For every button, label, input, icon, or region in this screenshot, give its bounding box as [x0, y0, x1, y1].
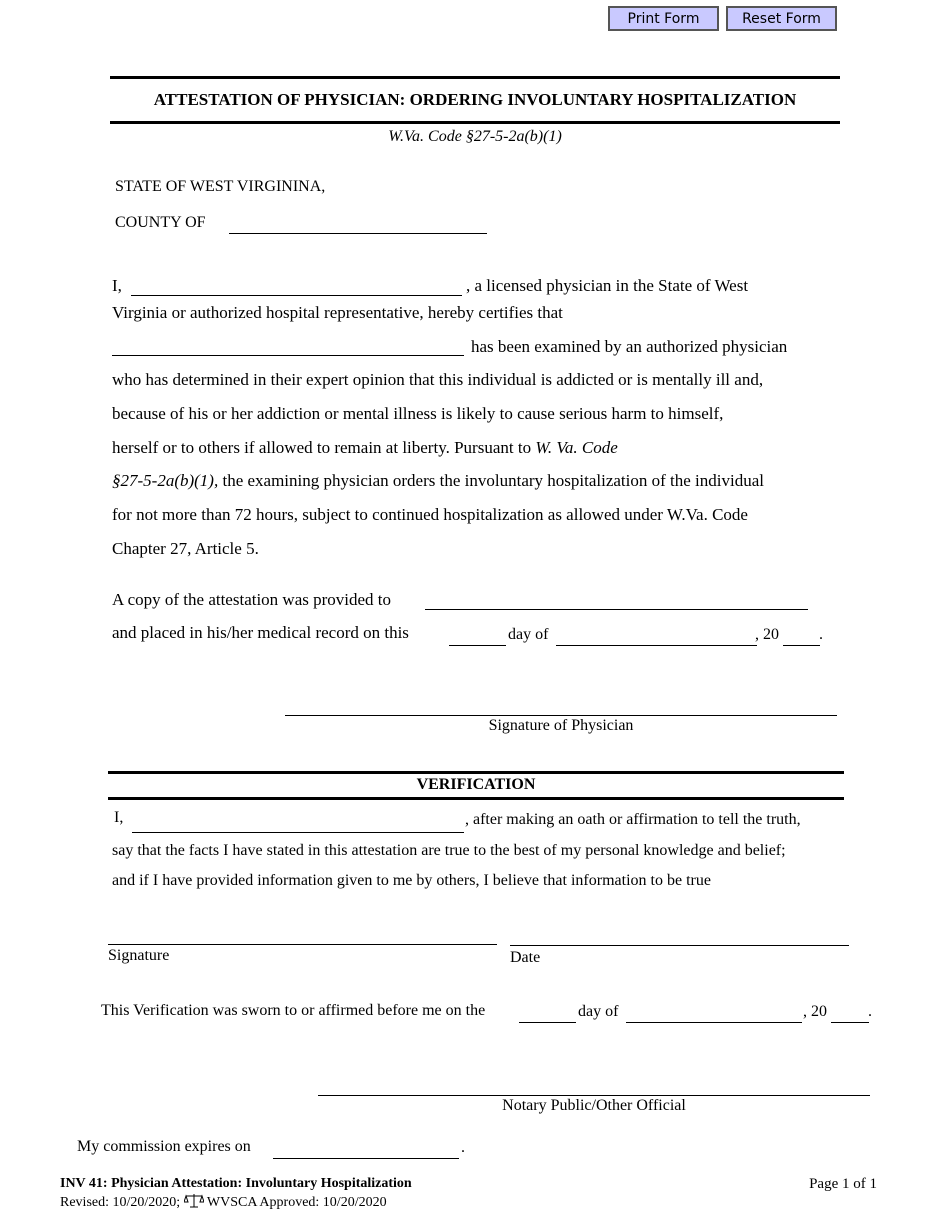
verification-name-field[interactable]	[132, 814, 464, 833]
body-i-label: I,	[112, 276, 122, 295]
sworn-day-field[interactable]	[519, 1004, 576, 1023]
body-line4-text: who has determined in their expert opinion that this individual is addicted or is mentally ill and,	[112, 370, 764, 389]
copy-recipient-field[interactable]	[425, 591, 808, 610]
copy-label: A copy of the attestation was provided to	[112, 590, 392, 609]
verification-top-rule	[108, 771, 844, 774]
body-line6b-citation: W. Va. Code	[535, 438, 618, 457]
record-day-field[interactable]	[449, 627, 506, 646]
body-line3-text: has been examined by an authorized physician	[471, 337, 788, 356]
scales-of-justice-icon	[184, 1193, 204, 1209]
sworn-month-field[interactable]	[626, 1004, 802, 1023]
record-day-of-label: day of	[508, 626, 549, 643]
footer-form-id: INV 41: Physician Attestation: Involuntary Hospitalization	[60, 1176, 412, 1191]
state-label: STATE OF WEST VIRGININA,	[115, 178, 326, 195]
footer-approved: WVSCA Approved: 10/20/2020	[206, 1195, 387, 1210]
header-top-rule	[110, 76, 840, 79]
verification-bottom-rule	[108, 797, 844, 800]
verification-i-label: I,	[114, 809, 124, 826]
placed-label: and placed in his/her medical record on this	[112, 623, 409, 642]
record-year-prefix: , 20	[755, 626, 779, 643]
body-line9-text: Chapter 27, Article 5.	[112, 539, 259, 558]
body-line6a: herself or to others if allowed to remain at liberty. Pursuant to	[112, 438, 532, 457]
body-line2-text: Virginia or authorized hospital representative, hereby certifies that	[112, 303, 563, 322]
body-line6-text	[112, 438, 618, 458]
sworn-day-of-label: day of	[578, 1003, 619, 1020]
commission-label: My commission expires on	[77, 1138, 251, 1155]
body-line8-text: for not more than 72 hours, subject to continued hospitalization as allowed under W.Va. Code	[112, 505, 748, 524]
body-line5-text: because of his or her addiction or mental illness is likely to cause serious harm to himself,	[112, 404, 724, 423]
county-field[interactable]	[229, 215, 487, 234]
verification-signature-label: Signature	[108, 947, 170, 964]
commission-period: .	[461, 1139, 465, 1156]
physician-signature-label: Signature of Physician	[488, 717, 634, 734]
code-reference: W.Va. Code §27-5-2a(b)(1)	[388, 128, 562, 145]
footer-page-number: Page 1 of 1	[809, 1176, 877, 1192]
footer-revised: Revised: 10/20/2020;	[60, 1195, 181, 1210]
sworn-year-prefix: , 20	[803, 1003, 827, 1020]
reset-form-button[interactable]: Reset Form	[726, 6, 837, 31]
verification-signature-line[interactable]	[108, 944, 497, 945]
print-form-button[interactable]: Print Form	[608, 6, 719, 31]
record-month-field[interactable]	[556, 627, 757, 646]
record-year-field[interactable]	[783, 627, 820, 646]
verification-line2-text: say that the facts I have stated in this attestation are true to the best of my personal knowledge and belief;	[112, 842, 786, 859]
verification-date-line[interactable]	[510, 945, 849, 946]
form-title: ATTESTATION OF PHYSICIAN: ORDERING INVOLUNTARY HOSPITALIZATION	[153, 90, 797, 109]
verification-line1-text: , after making an oath or affirmation to tell the truth,	[465, 811, 801, 828]
header-bottom-rule	[110, 121, 840, 124]
verification-date-label: Date	[510, 949, 541, 966]
body-line7a-citation: §27-5-2a(b)(1),	[112, 471, 219, 490]
physician-name-field[interactable]	[131, 277, 462, 296]
sworn-year-field[interactable]	[831, 1004, 869, 1023]
patient-name-field[interactable]	[112, 337, 464, 356]
body-line7-text	[112, 471, 764, 491]
sworn-label: This Verification was sworn to or affirmed before me on the	[101, 1002, 486, 1019]
footer-revised-line	[60, 1193, 387, 1213]
body-line7b: the examining physician orders the involuntary hospitalization of the individual	[222, 471, 764, 490]
notary-label: Notary Public/Other Official	[502, 1097, 686, 1114]
sworn-period: .	[868, 1003, 872, 1020]
verification-heading: VERIFICATION	[416, 776, 536, 793]
commission-expires-field[interactable]	[273, 1140, 459, 1159]
body-line1-text: , a licensed physician in the State of West	[466, 276, 749, 295]
county-label: COUNTY OF	[115, 214, 206, 231]
record-period: .	[819, 626, 823, 643]
verification-line3-text: and if I have provided information given to me by others, I believe that information to be true	[112, 872, 711, 889]
